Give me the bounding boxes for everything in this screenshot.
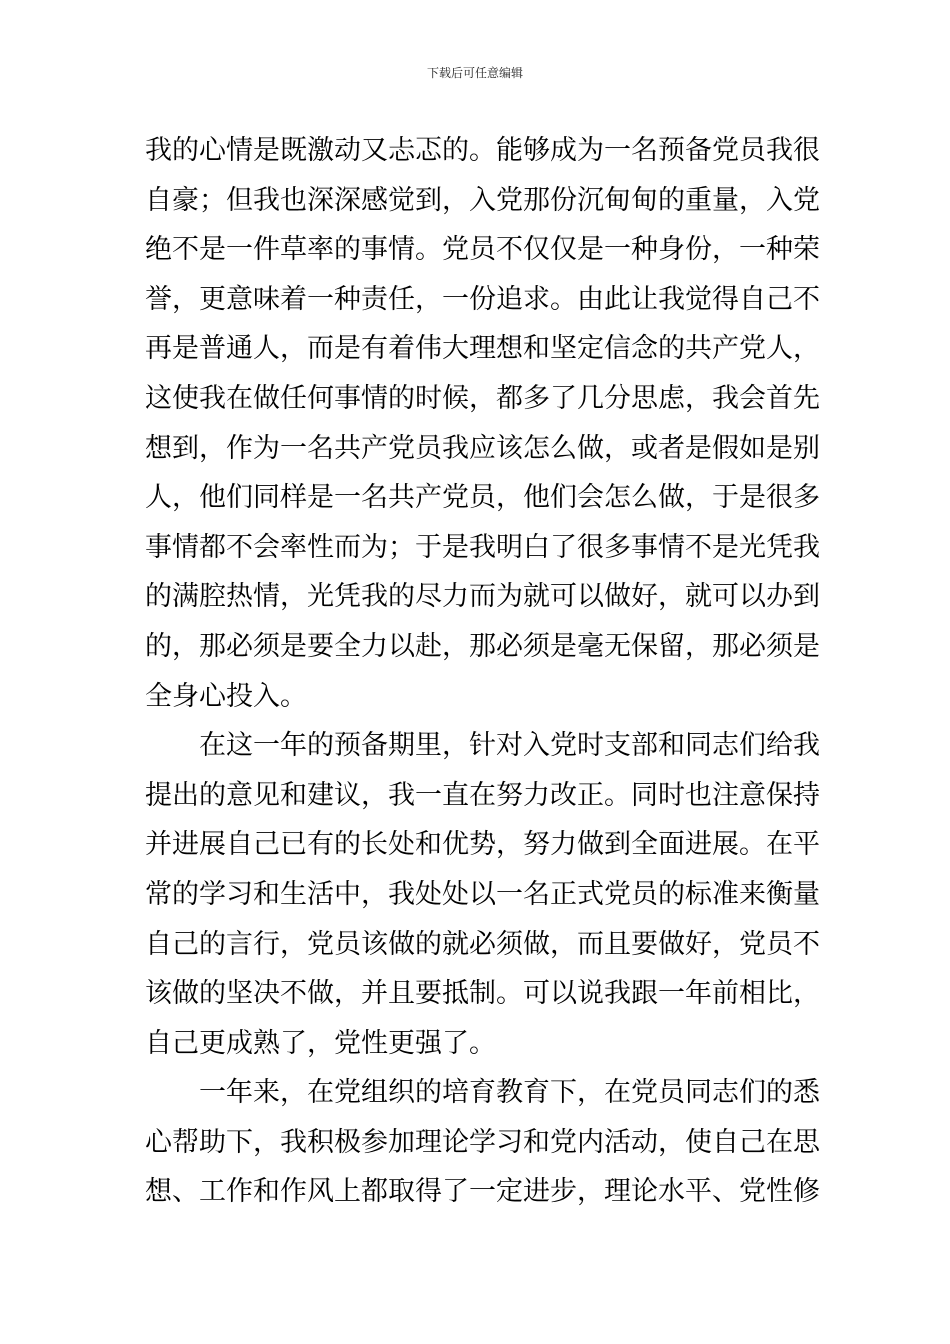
text-line: 心帮助下，我积极参加理论学习和党内活动，使自己在思 (145, 1126, 820, 1158)
paragraph (145, 126, 820, 721)
text-line: 的满腔热情，光凭我的尽力而为就可以做好，就可以办到 (145, 581, 820, 613)
text-line: 事情都不会率性而为；于是我明白了很多事情不是光凭我 (145, 531, 820, 563)
paragraph (145, 1068, 820, 1217)
text-line: 自己更成熟了，党性更强了。 (145, 1027, 496, 1059)
text-line: 想到，作为一名共产党员我应该怎么做，或者是假如是别 (145, 432, 820, 464)
text-line: 全身心投入。 (145, 680, 307, 712)
text-line: 我的心情是既激动又忐忑的。能够成为一名预备党员我很 (145, 135, 820, 166)
text-line: 人，他们同样是一名共产党员，他们会怎么做，于是很多 (145, 482, 820, 514)
text-line: 并进展自己已有的长处和优势，努力做到全面进展。在平 (145, 829, 820, 861)
page-header: 下载后可任意编辑 (426, 66, 523, 80)
text-line: 自豪；但我也深深感觉到，入党那份沉甸甸的重量，入党 (145, 184, 820, 216)
text-line: 绝不是一件草率的事情。党员不仅仅是一种身份，一种荣 (145, 234, 820, 266)
text-line: 自己的言行，党员该做的就必须做，而且要做好，党员不 (145, 928, 820, 960)
text-line: 再是普通人，而是有着伟大理想和坚定信念的共产党人， (145, 333, 820, 365)
paragraph (145, 721, 820, 1068)
text-line: 这使我在做任何事情的时候，都多了几分思虑，我会首先 (145, 382, 820, 414)
text-line: 誉，更意味着一种责任，一份追求。由此让我觉得自己不 (145, 283, 820, 315)
document-body (145, 126, 820, 1217)
text-line: 想、工作和作风上都取得了一定进步，理论水平、党性修 (145, 1176, 820, 1208)
text-line: 一年来，在党组织的培育教育下，在党员同志们的悉 (199, 1077, 820, 1109)
text-line: 在这一年的预备期里，针对入党时支部和同志们给我 (199, 730, 820, 762)
text-line: 的，那必须是要全力以赴，那必须是毫无保留，那必须是 (145, 630, 820, 662)
text-line: 常的学习和生活中，我处处以一名正式党员的标准来衡量 (145, 878, 820, 910)
text-line: 提出的意见和建议，我一直在努力改正。同时也注意保持 (145, 779, 820, 811)
text-line: 该做的坚决不做，并且要抵制。可以说我跟一年前相比， (145, 978, 820, 1010)
